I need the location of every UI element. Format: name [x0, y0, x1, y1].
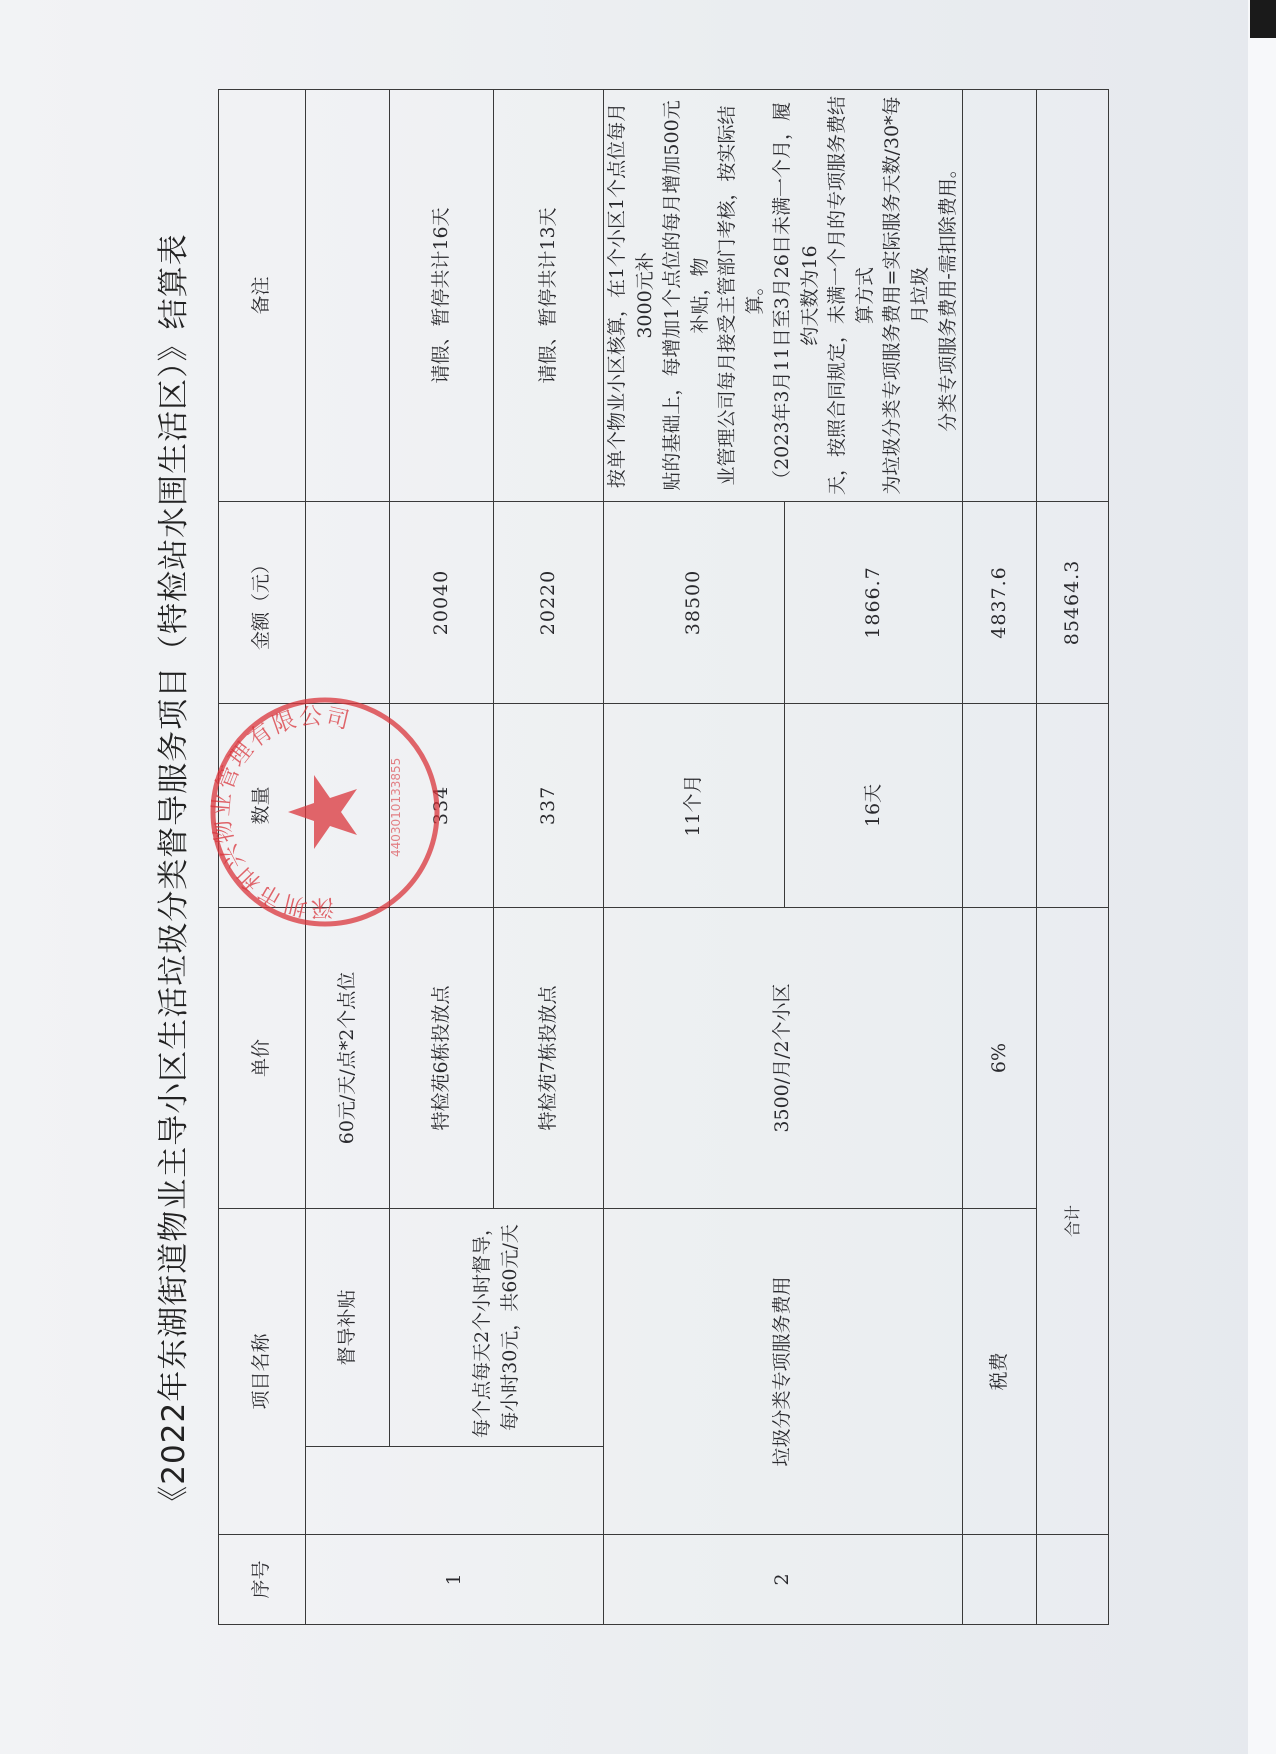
- row2-remark: [604, 89, 963, 501]
- row2-remark-line: 为垃圾分类专项服务费用=实际服务天数/30*每月垃圾: [881, 96, 932, 495]
- total-label: 合计: [1037, 907, 1109, 1534]
- svg-text:4403010133855: 4403010133855: [389, 757, 403, 857]
- row2-qty-1: 11个月: [604, 703, 785, 907]
- header-unit-price: 单价: [219, 907, 306, 1208]
- row1-point-1: 特检苑6栋投放点: [390, 907, 494, 1208]
- row2-unit-price: 3500/月/2个小区: [604, 907, 963, 1208]
- rotated-sheet: [140, 95, 1083, 1645]
- row2-remark-line: 分类专项服务费用-需扣除费用。: [936, 159, 959, 432]
- row1-unit-price: 60元/天/点*2个点位: [306, 907, 390, 1208]
- row2-remark-line: （2023年3月11日至3月26日未满一个月，履约天数为16: [771, 102, 821, 489]
- scan-edge: [1248, 0, 1276, 1754]
- settlement-table: [218, 89, 1109, 1625]
- svg-text:深圳市和兴物业管理有限公司: 深圳市和兴物业管理有限公司: [208, 703, 354, 921]
- row2-qty-2: 16天: [785, 703, 963, 907]
- header-row: [219, 89, 306, 1624]
- row2-item: 垃圾分类专项服务费用: [604, 1208, 963, 1534]
- row2-amount-1: 38500: [604, 501, 785, 703]
- row2-a: [604, 89, 785, 1624]
- row1-remark-2: 请假、暂停共计13天: [494, 89, 604, 501]
- header-qty: 数量: [219, 703, 306, 907]
- row1-amount-2: 20220: [494, 501, 604, 703]
- row1-point-2: 特检苑7栋投放点: [494, 907, 604, 1208]
- header-seq: 序号: [219, 1535, 306, 1625]
- row2-remark-line: 按单个物业小区核算，在1个小区1个点位每月3000元补: [606, 102, 656, 489]
- total-row: [1037, 89, 1109, 1624]
- header-amount: 金额（元）: [219, 501, 306, 703]
- row2-seq: 2: [604, 1535, 963, 1625]
- total-amount: 85464.3: [1037, 501, 1109, 703]
- document-title: 《2022年东湖街道物业主导小区生活垃圾分类督导服务项目（特检站水围生活区）》结算表: [156, 233, 192, 1517]
- row1-seq: 1: [306, 1535, 604, 1625]
- tax-label: 税费: [963, 1208, 1037, 1534]
- row2-remark-line: 贴的基础上，每增加1个点位的每月增加500元补贴，物: [661, 100, 711, 491]
- row1-amount-1: 20040: [390, 501, 494, 703]
- row1-item-a: 督导补贴: [306, 1208, 390, 1446]
- row2-remark-line: 业管理公司每月接受主管部门考核，按实际结算。: [716, 105, 766, 486]
- row2-remark-line: 天，按照合同规定，未满一个月的专项服务费结算方式: [826, 95, 876, 495]
- header-remark: 备注: [219, 89, 306, 501]
- row1-item-b: 每个点每天2个小时督导，每小时30元，共60元/天: [390, 1208, 604, 1446]
- tax-row: [963, 89, 1037, 1624]
- tax-rate: 6%: [963, 907, 1037, 1208]
- row1-top: [306, 89, 390, 1624]
- row2-amount-2: 1866.7: [785, 501, 963, 703]
- row1-qty-2: 337: [494, 703, 604, 907]
- row1-qty-1: 334: [390, 703, 494, 907]
- row1-sub1: [390, 89, 494, 1624]
- header-item: 项目名称: [219, 1208, 306, 1534]
- tax-amount: 4837.6: [963, 501, 1037, 703]
- row1-remark-1: 请假、暂停共计16天: [390, 89, 494, 501]
